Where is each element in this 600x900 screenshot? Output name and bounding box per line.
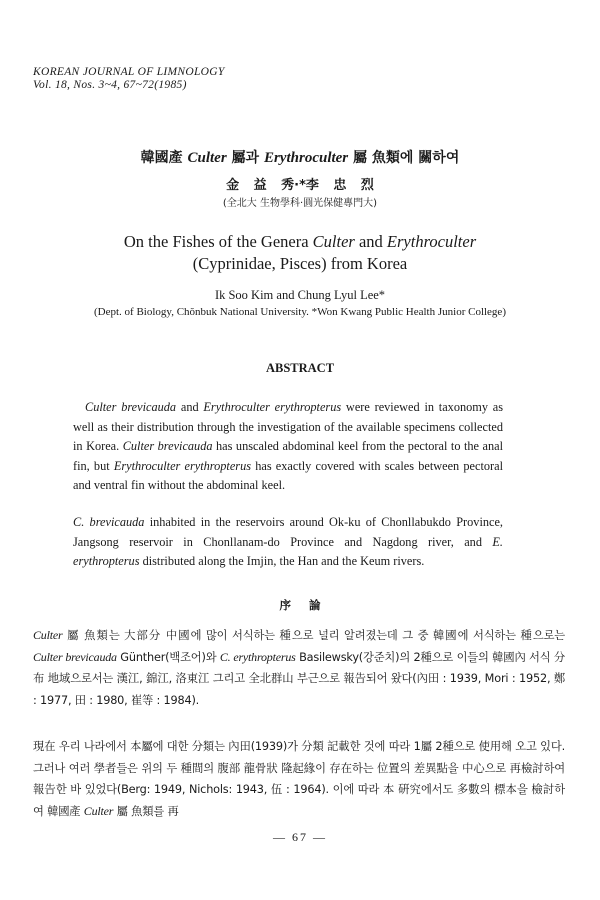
english-title-part2: and bbox=[354, 232, 387, 251]
english-title bbox=[0, 231, 600, 275]
body-text: 現在 우리 나라에서 本屬에 대한 分類는 內田(1939)가 分類 記載한 것에 따라 1屬 2種으로 使用해 오고 있다. 그러나 여러 學者들은 위의 두 種間의 腹部 龍骨狀 隆起緣이 存在하는 位置의 差異點을 中心으로 再檢討하여 報告한 바 있었다(Berg: 1949, Nichols: 1943, 伍 : 1964). 이에 따라 本 硏究에서도 多數의 標本을 檢討하여 韓國產 bbox=[33, 740, 565, 818]
abstract-heading: ABSTRACT bbox=[265, 361, 335, 375]
genus-name: Culter bbox=[33, 628, 63, 642]
species-name: Culter brevicauda bbox=[122, 439, 213, 454]
abstract-paragraph-1 bbox=[73, 398, 503, 496]
english-title-line2: (Cyprinidae, Pisces) from Korea bbox=[192, 254, 408, 273]
abstract-text: were reviewed in taxonomy as well as their distribution through the investigation of the available specimens collected in Korea. bbox=[73, 400, 503, 454]
english-title-part1: On the Fishes of the Genera bbox=[123, 232, 313, 251]
species-name: C. brevicauda bbox=[73, 515, 145, 529]
korean-title bbox=[0, 147, 600, 167]
body-paragraph-2 bbox=[33, 736, 565, 822]
species-name: Culter brevicauda bbox=[85, 400, 177, 414]
species-name: E. erythropterus bbox=[73, 534, 503, 569]
abstract-text: inhabited in the reservoirs around Ok-ku of Chonllabukdo Province, Jangsong reservoir in Chonllanam-do Province and Nagdong river, and bbox=[73, 515, 503, 549]
english-title-genus1: Culter bbox=[312, 232, 355, 251]
korean-title-post: 屬 魚類에 關하여 bbox=[348, 150, 460, 166]
species-name: C. erythropterus bbox=[219, 649, 296, 664]
journal-header bbox=[33, 66, 225, 92]
journal-issue: Vol. 18, Nos. 3~4, 67~72(1985) bbox=[33, 79, 187, 91]
body-text: 屬 魚類를 再 bbox=[113, 804, 179, 818]
body-text: Günther(백조어)와 bbox=[116, 650, 220, 664]
korean-affiliation: (全北大 生物學科·圓光保健專門大) bbox=[222, 198, 378, 209]
abstract-text: and bbox=[176, 400, 204, 414]
abstract-text: has unscaled abdominal keel from the pectoral to the anal fin, but bbox=[73, 439, 504, 473]
page-number: — 67 — bbox=[273, 830, 327, 844]
english-authors: Ik Soo Kim and Chung Lyul Lee* bbox=[214, 288, 386, 302]
korean-authors: 金 益 秀·*李 忠 烈 bbox=[226, 178, 374, 193]
korean-title-genus1: Culter bbox=[187, 150, 227, 166]
species-name: Erythroculter erythropterus bbox=[203, 400, 342, 414]
abstract-text: has exactly covered with scales between pectoral and ventral fin without the abdominal keel. bbox=[73, 458, 503, 493]
abstract-text: distributed along the Imjin, the Han and the Keum rivers. bbox=[139, 554, 425, 569]
english-title-line1 bbox=[0, 231, 600, 253]
section-heading-introduction: 序 論 bbox=[279, 598, 321, 612]
body-text: Basilewsky(강준치)의 2種으로 이들의 韓國內 서식 分布 地域으로서는 漢江, 錦江, 洛東江 그리고 全北群山 부근으로 報告되어 왔다(內田 : 1939, Mori : 1952, 鄭 : 1977, 田 : 1980, 崔等 : 1984). bbox=[33, 650, 566, 707]
genus-name: Culter bbox=[83, 803, 114, 818]
korean-title-pre: 韓國產 bbox=[140, 150, 188, 166]
korean-title-genus2: Erythroculter bbox=[263, 150, 349, 166]
species-name: Erythroculter erythropterus bbox=[113, 458, 252, 473]
english-affiliation: (Dept. of Biology, Chŏnbuk National University. *Won Kwang Public Health Junior College) bbox=[94, 306, 506, 318]
abstract-paragraph-2 bbox=[73, 513, 503, 572]
korean-title-mid: 屬과 bbox=[226, 150, 264, 166]
journal-name: KOREAN JOURNAL OF LIMNOLOGY bbox=[33, 66, 225, 78]
body-text: 屬 魚類는 大部分 中國에 많이 서식하는 種으로 널리 알려졌는데 그 중 韓國에 서식하는 種으로는 bbox=[62, 629, 565, 642]
body-paragraph-1 bbox=[33, 625, 565, 711]
english-title-genus2: Erythroculter bbox=[386, 232, 477, 251]
species-name: Culter brevicauda bbox=[33, 649, 117, 664]
